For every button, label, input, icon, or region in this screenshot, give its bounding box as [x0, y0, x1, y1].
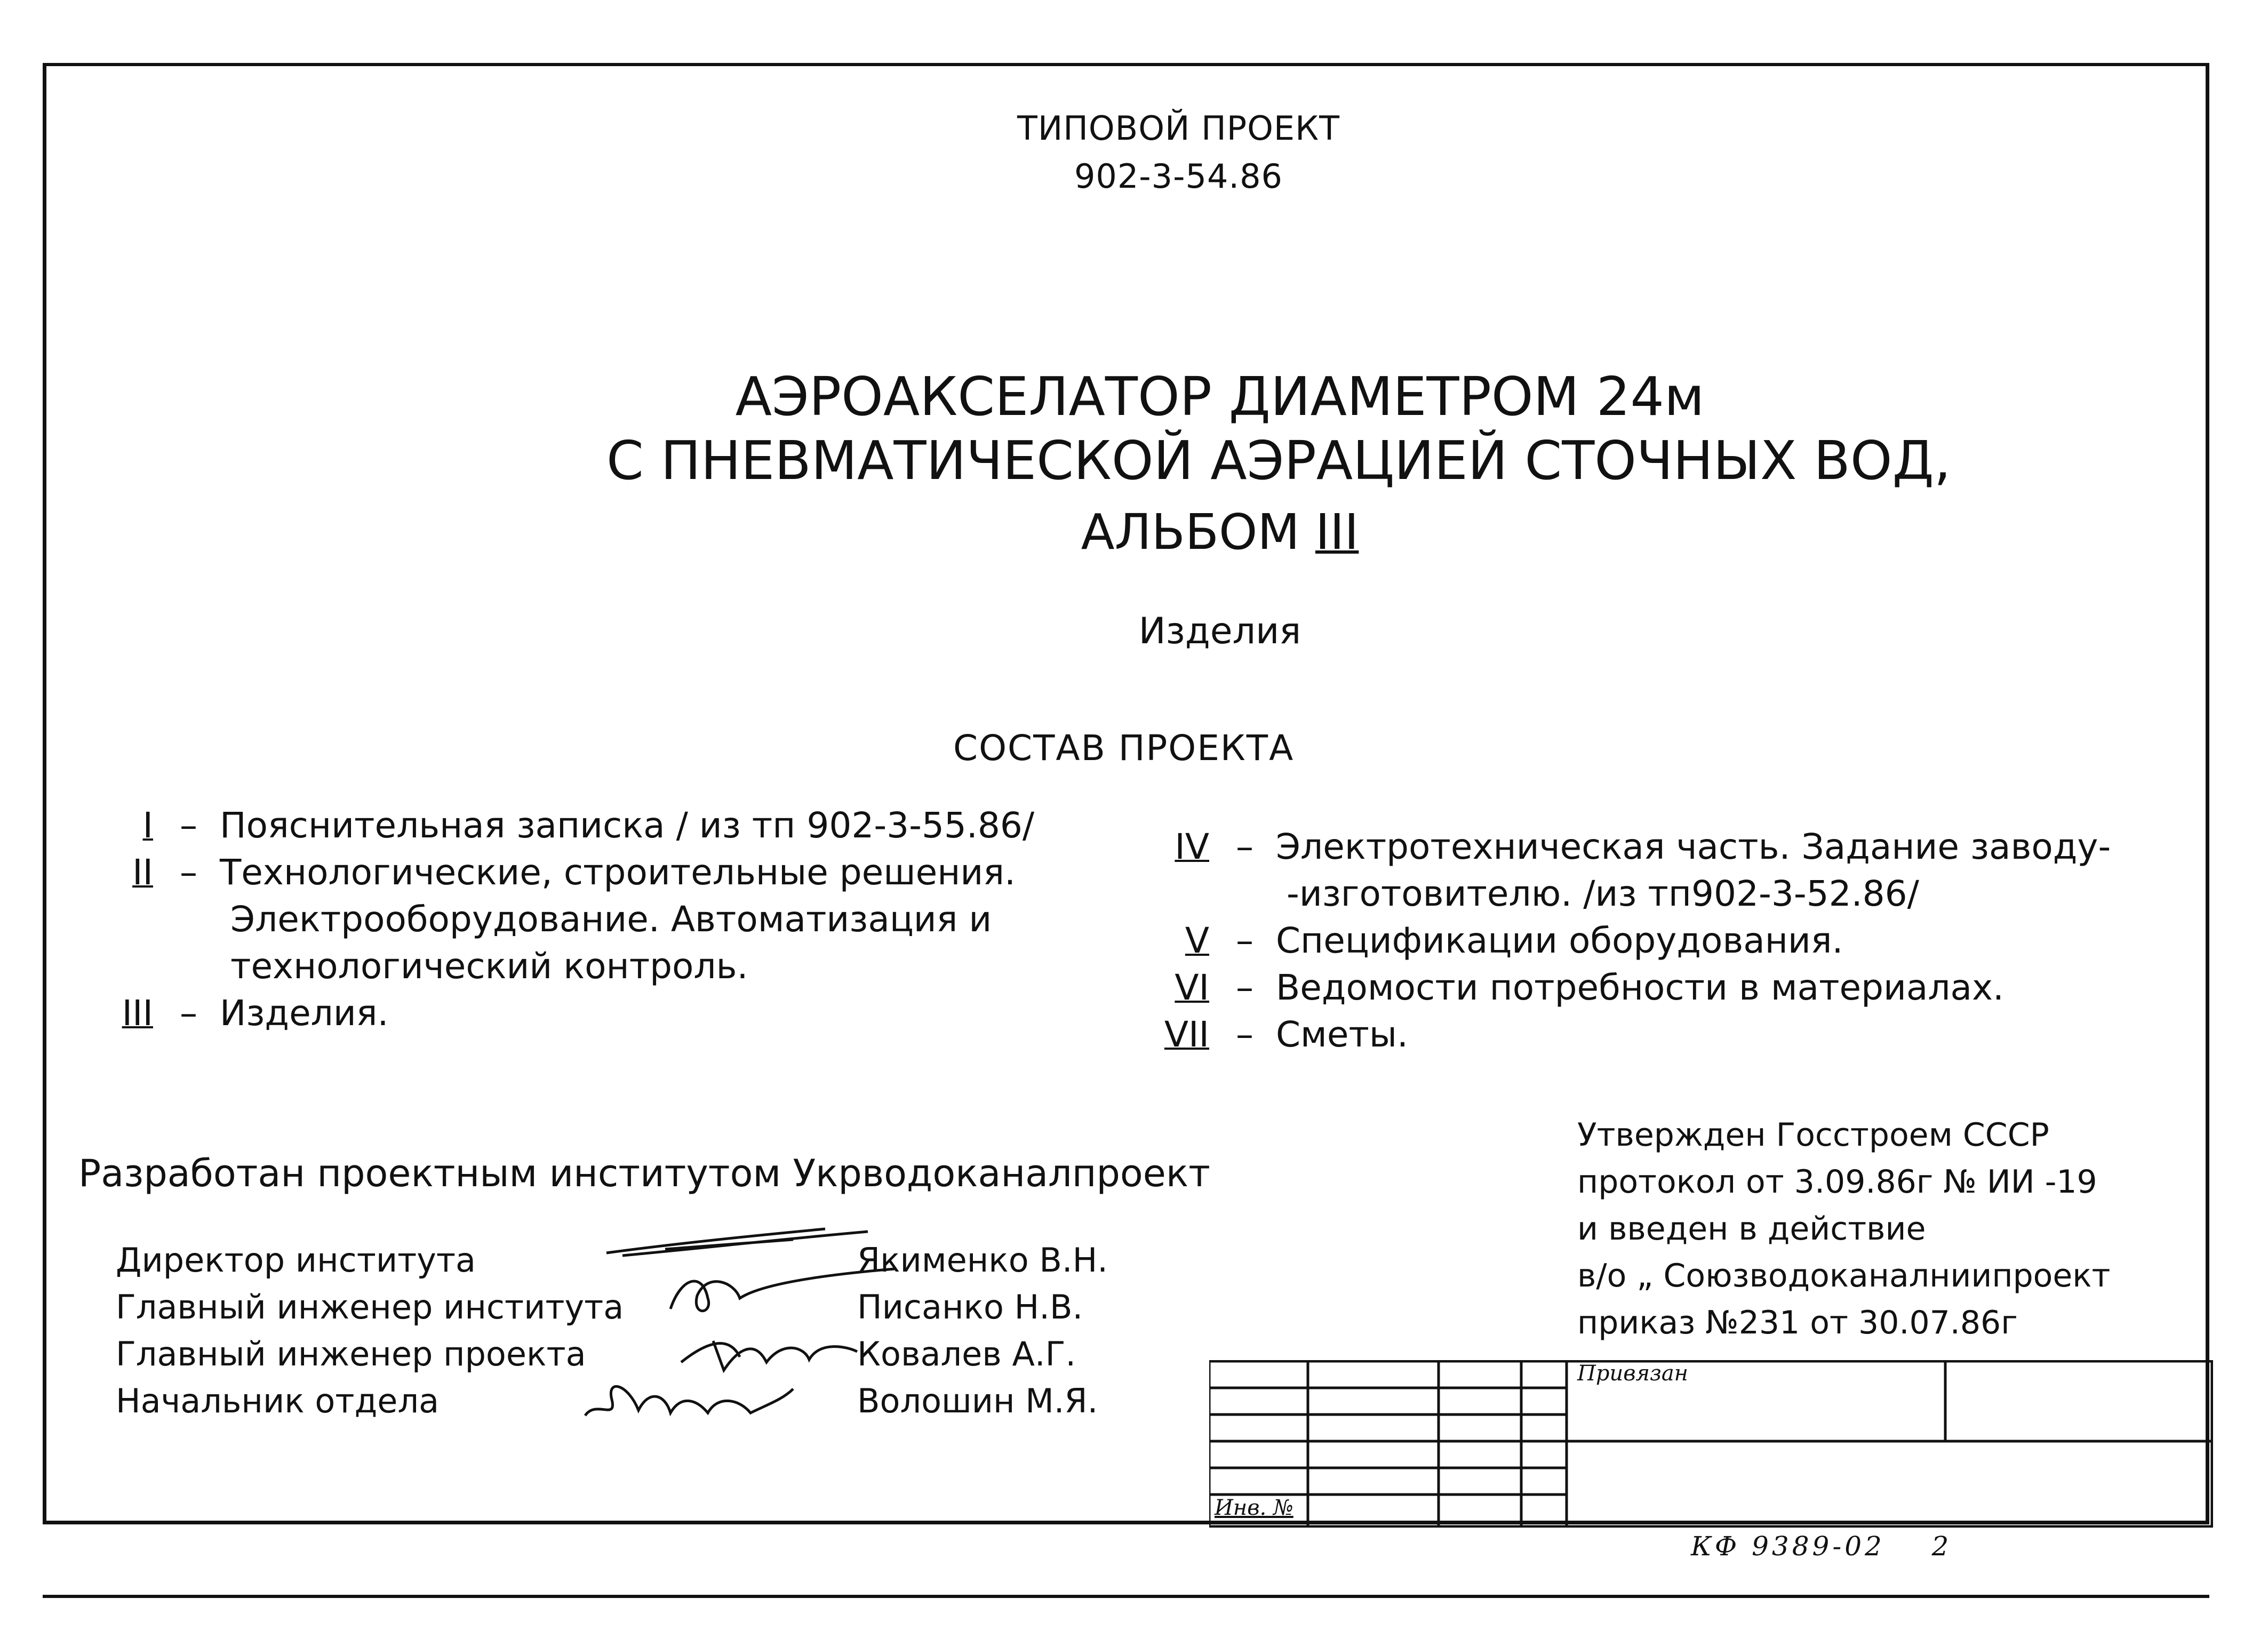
inventory-number-label: Инв. №: [1215, 1496, 1293, 1520]
staff-role: Главный инженер проекта: [116, 1335, 586, 1373]
volume-title-continuation: Электрооборудование. Автоматизация и: [230, 899, 992, 940]
staff-role: Директор института: [116, 1241, 476, 1280]
sheet-code: КФ 9389-02: [1691, 1531, 1885, 1562]
dash: –: [180, 993, 197, 1034]
staff-names: [857, 1237, 1108, 1425]
dash: –: [1236, 826, 1253, 867]
staff-role: Начальник отдела: [116, 1381, 440, 1420]
volume-title: Ведомости потребности в материалах.: [1275, 967, 2005, 1008]
approval-line: Утвержден Госстроем СССР: [1577, 1116, 2049, 1154]
staff-name: Якименко В.Н.: [857, 1241, 1108, 1280]
list-item: [1135, 917, 2111, 964]
list-item: [1135, 964, 2111, 1011]
project-stamp: [1017, 105, 1340, 201]
footer-code: [1691, 1531, 1952, 1562]
project-number: 902-3-54.86: [1074, 157, 1283, 196]
approval-line: приказ №231 от 30.07.86г: [1577, 1304, 2018, 1341]
list-item: [1135, 1011, 2111, 1058]
album-subtitle: Изделия: [1138, 610, 1301, 652]
volume-number: I: [142, 805, 153, 846]
developer-note: Разработан проектным институтом Укрводоканалпроект: [78, 1152, 1210, 1195]
staff-name: Ковалев А.Г.: [857, 1335, 1076, 1373]
composition-list-right: [1135, 824, 2111, 1058]
approval-line: в/о „ Союзводоканалниипроект: [1577, 1257, 2111, 1295]
approval-line: протокол от 3.09.86г № ИИ -19: [1577, 1163, 2097, 1201]
page-number: 2: [1931, 1531, 1952, 1562]
staff-roles: [116, 1237, 624, 1425]
department-head-signature: [580, 1368, 804, 1432]
composition-list-left: [78, 802, 1034, 1037]
album-label: АЛЬБОМ: [1081, 504, 1300, 561]
dash: –: [1236, 1014, 1253, 1055]
album-heading: [606, 504, 1833, 561]
director-signature: [601, 1224, 879, 1266]
chief-engineer-institute-signature: [660, 1266, 905, 1325]
volume-title: Технологические, строительные решения.: [219, 852, 1016, 893]
list-item: [78, 802, 1034, 849]
title-line-1: АЭРОАКСЕЛАТОР ДИАМЕТРОМ 24м: [735, 365, 1705, 428]
dash: –: [1236, 967, 1253, 1008]
approval-line: и введен в действие: [1577, 1210, 1926, 1248]
volume-title: Изделия.: [219, 993, 389, 1034]
dash: –: [1236, 920, 1253, 961]
album-number: III: [1315, 504, 1359, 561]
staff-name: Писанко Н.В.: [857, 1288, 1083, 1327]
volume-number: V: [1185, 920, 1209, 961]
volume-number: III: [122, 993, 153, 1034]
volume-number: VI: [1175, 967, 1209, 1008]
composition-heading: СОСТАВ ПРОЕКТА: [953, 728, 1295, 769]
staff-name: Волошин М.Я.: [857, 1381, 1098, 1420]
dash: –: [180, 852, 197, 893]
title-line-2: С ПНЕВМАТИЧЕСКОЙ АЭРАЦИЕЙ СТОЧНЫХ ВОД,: [606, 429, 1951, 492]
staff-role: Главный инженер института: [116, 1288, 624, 1327]
volume-number: IV: [1175, 826, 1209, 867]
volume-number: VII: [1164, 1014, 1209, 1055]
list-item: [78, 849, 1034, 896]
dash: –: [180, 805, 197, 846]
document-title: [606, 365, 1951, 493]
list-item: [1135, 824, 2111, 870]
bottom-rule: [43, 1595, 2209, 1598]
volume-title: Спецификации оборудования.: [1275, 920, 1843, 961]
volume-title: Сметы.: [1275, 1014, 1408, 1055]
drawing-frame: [43, 63, 2209, 1524]
title-block-table: [1209, 1360, 2213, 1528]
list-item: [78, 990, 1034, 1037]
attached-label: Привязан: [1577, 1361, 1689, 1386]
volume-title-continuation: -изготовителю. /из тп902-3-52.86/: [1287, 873, 1919, 914]
project-type-label: ТИПОВОЙ ПРОЕКТ: [1017, 109, 1340, 148]
approval-block: [1577, 1112, 2111, 1346]
volume-title: Электротехническая часть. Задание заводу-: [1275, 826, 2111, 867]
volume-title: Пояснительная записка / из тп 902-3-55.86/: [219, 805, 1035, 846]
volume-title-continuation: технологический контроль.: [230, 946, 748, 987]
volume-number: II: [132, 852, 153, 893]
